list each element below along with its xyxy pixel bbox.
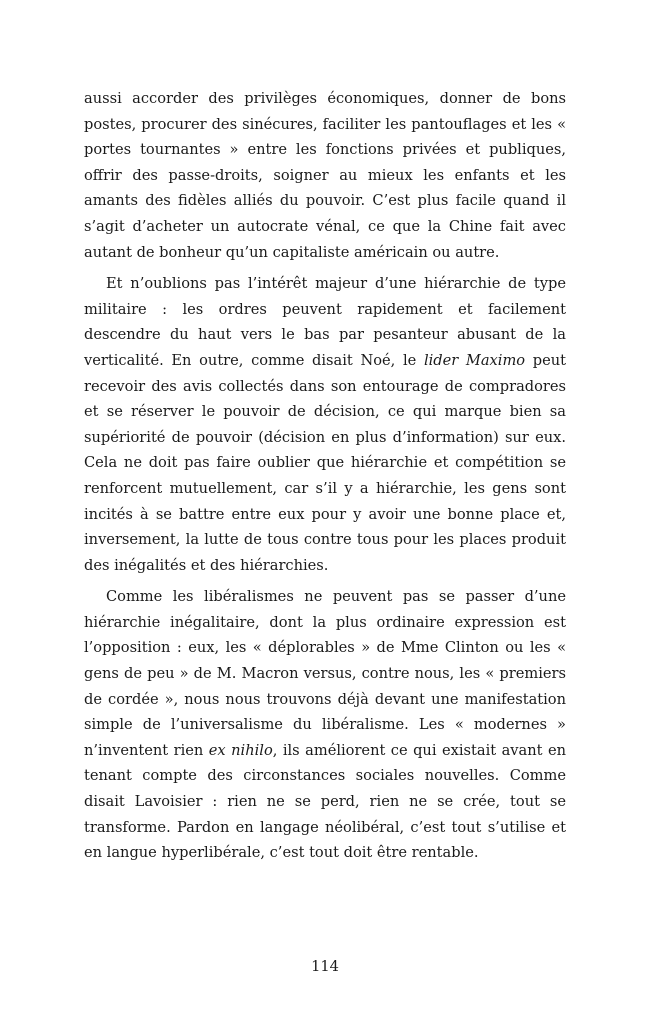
paragraph-3-run-1: Comme les libéralismes ne peuvent pas se passer d’une hiérarchie inégalitaire, dont la plus ordinaire expression est l’opposition : eux, les « déplorables » de Mme Clinton ou les « gens de peu » de M. Macron versus, contre nous, les « premiers de cordée », nous nous trouvons déjà devant une manifestation simple de l’universalisme du libéralisme. Les « modernes » n’inventent rien (84, 588, 566, 759)
paragraph-1 (84, 86, 566, 265)
paragraph-3-run-3: , ils améliorent ce qui existait avant en tenant compte des circonstances sociales nouvelles. Comme disait Lavoisier : rien ne se perd, rien ne se crée, tout se transforme. Pardon en langage néolibéral, c’est tout s’utilise et en langue hyperlibérale, c’est tout doit être rentable. (84, 741, 567, 862)
paragraph-2-run-1: Et n’oublions pas l’intérêt majeur d’une hiérarchie de type militaire : les ordres peuvent rapidement et facilement descendre du haut vers le bas par pesanteur abusant de la verticalité. En outre, comme disait Noé, le (84, 275, 566, 369)
paragraph-2-italic-lider-maximo: lider Maximo (423, 351, 526, 369)
paragraph-3-italic-ex-nihilo: ex nihilo (208, 741, 273, 759)
paragraph-1-run-1: aussi accorder des privilèges économiques, donner de bons postes, procurer des sinécures, faciliter les pantouflages et les « portes tournantes » entre les fonctions privées et publiques, offrir des passe-droits, soigner au mieux les enfants et les amants des fidèles alliés du pouvoir. C’est plus facile quand il s’agit d’acheter un autocrate vénal, ce que la Chine fait avec autant de bonheur qu’un capitaliste américain ou autre. (84, 90, 566, 261)
page-body (84, 86, 566, 872)
paragraph-2 (84, 271, 566, 578)
paragraph-2-run-3: peut recevoir des avis collectés dans son entourage de compradores et se réserver le pouvoir de décision, ce qui marque bien sa supériorité de pouvoir (décision en plus d’information) sur eux. Cela ne doit pas faire oublier que hiérarchie et compétition se renforcent mutuellement, car s’il y a hiérarchie, les gens sont incités à se battre entre eux pour y avoir une bonne place et, inversement, la lutte de tous contre tous pour les places produit des inégalités et des hiérarchies. (84, 351, 566, 574)
paragraph-3 (84, 584, 566, 866)
page-number: 114 (311, 958, 339, 975)
